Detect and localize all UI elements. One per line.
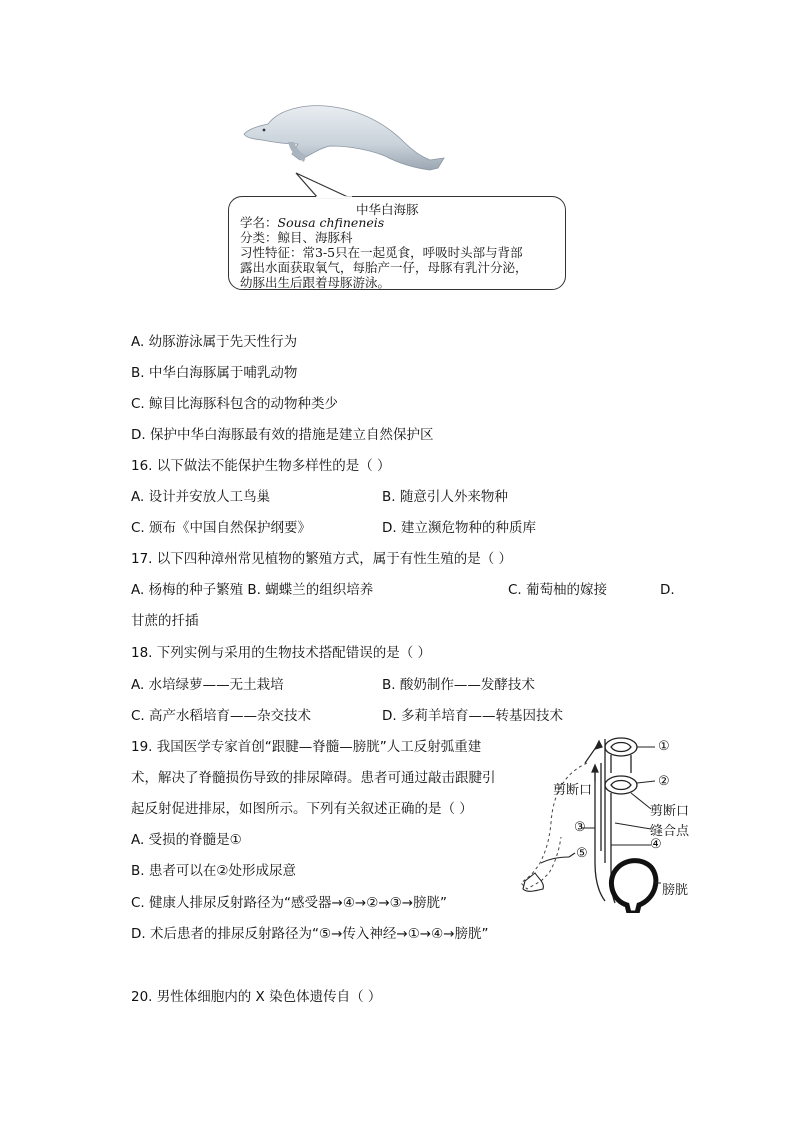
q16-stem: 16. 以下做法不能保护生物多样性的是（ ） bbox=[131, 458, 391, 474]
q16-option-c: C. 颁布《中国自然保护纲要》 bbox=[131, 520, 312, 536]
label-circle-5: ⑤ bbox=[576, 846, 588, 861]
label-bladder: 膀胱 bbox=[662, 883, 689, 898]
card-habit-line: 幼豚出生后跟着母豚游泳。 bbox=[240, 275, 391, 290]
card-habit-line: 习性特征：常3-5只在一起觅食，呼吸时头部与背部 bbox=[240, 245, 523, 260]
q19-stem-line: 起反射促进排尿，如图所示。下列有关叙述正确的是（ ） bbox=[131, 801, 473, 817]
q17-option-d: D. bbox=[660, 582, 675, 598]
q19-stem-line: 19. 我国医学专家首创“跟腱—脊髓—膀胱”人工反射弧重建 bbox=[131, 739, 482, 755]
q15-option-d: D. 保护中华白海豚最有效的措施是建立自然保护区 bbox=[131, 427, 434, 443]
label-circle-2: ② bbox=[658, 774, 670, 789]
q15-option-a: A. 幼豚游泳属于先天性行为 bbox=[131, 334, 298, 350]
q16-option-d: D. 建立濒危物种的种质库 bbox=[382, 520, 536, 536]
bubble-tail bbox=[290, 172, 370, 200]
q20-stem: 20. 男性体细胞内的 X 染色体遗传自（ ） bbox=[131, 989, 382, 1005]
card-scientific-name: 学名：Sousa chfineneis bbox=[240, 215, 385, 230]
q17-option-ab: A. 杨梅的种子繁殖 B. 蝴蝶兰的组织培养 bbox=[131, 582, 374, 598]
q19-stem-line: 术，解决了脊髓损伤导致的排尿障碍。患者可通过敲击跟腱引 bbox=[131, 770, 496, 786]
q19-option-c: C. 健康人排尿反射路径为“感受器→④→②→③→膀胱” bbox=[131, 895, 448, 911]
q18-option-c: C. 高产水稻培育——杂交技术 bbox=[131, 708, 312, 724]
label-circle-3: ③ bbox=[574, 820, 586, 835]
q18-option-b: B. 酸奶制作——发酵技术 bbox=[382, 677, 535, 693]
q15-option-b: B. 中华白海豚属于哺乳动物 bbox=[131, 365, 298, 381]
label-circle-1: ① bbox=[658, 739, 670, 754]
q18-stem: 18. 下列实例与采用的生物技术搭配错误的是（ ） bbox=[131, 645, 432, 661]
card-classification: 分类：鲸目、海豚科 bbox=[240, 230, 353, 245]
card-habit-line: 露出水面获取氧气，每胎产一仔，母豚有乳汁分泌， bbox=[240, 260, 528, 275]
label-circle-4: ④ bbox=[650, 837, 662, 852]
dolphin-illustration bbox=[240, 98, 450, 178]
spinal-segment-1 bbox=[605, 738, 637, 794]
q17-option-c: C. 葡萄柚的嫁接 bbox=[508, 582, 608, 598]
q17-option-d-text: 甘蔗的扦插 bbox=[131, 613, 199, 629]
label-suture: 缝合点 bbox=[650, 824, 690, 839]
q19-option-a: A. 受损的脊髓是① bbox=[131, 832, 242, 848]
label-cut-left: 剪断口 bbox=[553, 783, 593, 798]
q18-option-a: A. 水培绿萝——无土栽培 bbox=[131, 677, 284, 693]
q17-stem: 17. 以下四种漳州常见植物的繁殖方式，属于有性生殖的是（ ） bbox=[131, 551, 513, 567]
bladder-shape bbox=[611, 861, 661, 913]
q19-option-d: D. 术后患者的排尿反射路径为“⑤→传入神经→①→④→膀胱” bbox=[131, 926, 489, 942]
q16-option-b: B. 随意引人外来物种 bbox=[382, 489, 508, 505]
q18-option-d: D. 多莉羊培育——转基因技术 bbox=[382, 708, 563, 724]
label-cut-right: 剪断口 bbox=[650, 804, 690, 819]
q19-option-b: B. 患者可以在②处形成尿意 bbox=[131, 863, 296, 879]
q16-option-a: A. 设计并安放人工鸟巢 bbox=[131, 489, 271, 505]
q15-option-c: C. 鲸目比海豚科包含的动物种类少 bbox=[131, 396, 339, 412]
card-title: 中华白海豚 bbox=[356, 202, 419, 217]
